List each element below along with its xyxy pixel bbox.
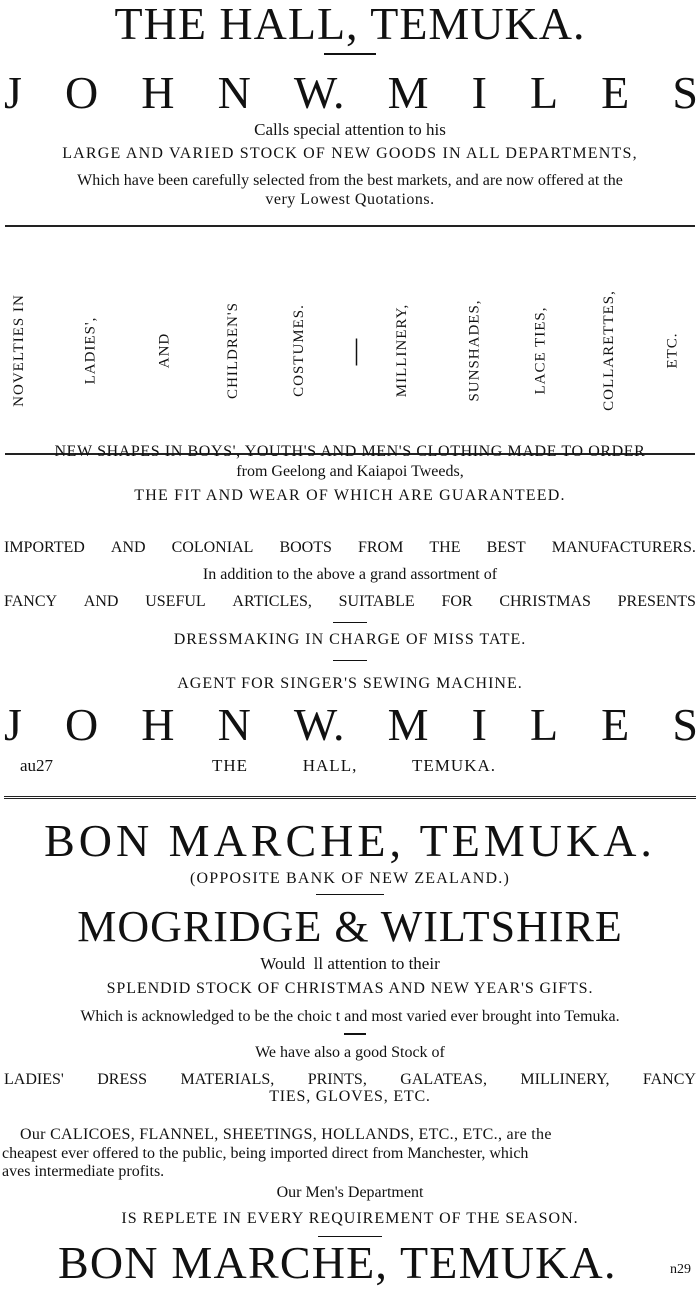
- name-letter: O: [64, 67, 99, 118]
- fancy-line: [4, 592, 696, 612]
- store-heading: BON MARCHE, TEMUKA.: [44, 815, 656, 866]
- vertical-item: [150, 270, 180, 430]
- vertical-item: [460, 270, 490, 430]
- cheapest-line: cheapest ever offered to the public, being imported direct from Manchester, which: [2, 1145, 529, 1162]
- opposite-line: (OPPOSITE BANK OF NEW ZEALAND.): [189, 870, 510, 887]
- vertical-item: [4, 270, 34, 430]
- vertical-item-text: AND: [156, 332, 173, 368]
- agent-line: AGENT FOR SINGER'S SEWING MACHINE.: [177, 675, 523, 692]
- dressmaking-line: DRESSMAKING IN CHARGE OF MISS TATE.: [173, 631, 527, 648]
- venue-heading: THE HALL, TEMUKA.: [114, 0, 586, 49]
- name-letter: M: [387, 699, 429, 750]
- address-word: TEMUKA.: [412, 756, 496, 775]
- tweeds-line: from Geelong and Kaiapoi Tweeds,: [236, 463, 464, 480]
- name-letter: H: [141, 699, 175, 750]
- fancy-word: ARTICLES,: [232, 593, 312, 610]
- name-letter: L: [529, 67, 559, 118]
- short-rule: [316, 894, 384, 895]
- boots-word: BEST: [486, 539, 526, 556]
- fancy-word: SUITABLE: [338, 593, 415, 610]
- section-divider: [5, 225, 695, 227]
- vertical-item: [284, 270, 314, 430]
- name-letter: E: [601, 67, 630, 118]
- vertical-item-text: NOVELTIES IN: [10, 293, 27, 407]
- vertical-item-text: |: [353, 333, 361, 366]
- saves-line: aves intermediate profits.: [2, 1163, 165, 1180]
- name-letter: N: [217, 699, 251, 750]
- ad-code: n29: [670, 1262, 691, 1277]
- name-letter: O: [64, 699, 99, 750]
- name-letter: N: [217, 67, 251, 118]
- boots-word: AND: [110, 539, 146, 556]
- vertical-item: [526, 270, 556, 430]
- vertical-item-text: COSTUMES.: [290, 303, 307, 397]
- address-word: HALL,: [302, 756, 358, 775]
- name-letter: M: [387, 67, 429, 118]
- store-footer-heading: BON MARCHE, TEMUKA.: [58, 1237, 617, 1288]
- vertical-item-text: COLLARETTES,: [600, 289, 617, 411]
- boots-word: THE: [429, 539, 461, 556]
- fit-line: THE FIT AND WEAR OF WHICH ARE GUARANTEED.: [134, 487, 566, 504]
- proprietor-name-footer: [4, 698, 698, 752]
- would-line: Would ll attention to their: [260, 954, 440, 973]
- dress-word: LADIES': [4, 1071, 64, 1088]
- boots-word: MANUFACTURERS.: [551, 539, 696, 556]
- boots-word: IMPORTED: [4, 539, 85, 556]
- fancy-word: AND: [83, 593, 119, 610]
- calls-line: Calls special attention to his: [254, 120, 446, 139]
- dress-word: GALATEAS,: [400, 1071, 487, 1088]
- boots-word: BOOTS: [279, 539, 332, 556]
- name-letter: S: [672, 67, 698, 118]
- fancy-word: FOR: [441, 593, 473, 610]
- good-stock-line: We have also a good Stock of: [255, 1044, 445, 1061]
- vertical-item: [342, 270, 372, 430]
- replete-line: IS REPLETE IN EVERY REQUIREMENT OF THE SEASON.: [121, 1210, 579, 1227]
- short-rule: [344, 1033, 366, 1035]
- fancy-word: CHRISTMAS: [499, 593, 591, 610]
- name-letter: W.: [293, 67, 345, 118]
- short-rule: [333, 660, 367, 661]
- address-word: THE: [212, 756, 249, 775]
- fancy-word: USEFUL: [145, 593, 206, 610]
- name-letter: J: [4, 699, 22, 750]
- name-letter: I: [471, 67, 487, 118]
- shapes-line: NEW SHAPES IN BOYS', YOUTH'S AND MEN'S CLOTHING MADE TO ORDER: [54, 443, 646, 460]
- firm-name: MOGRIDGE & WILTSHIRE: [77, 902, 623, 951]
- boots-line: [4, 538, 696, 558]
- dress-word: FANCY: [642, 1071, 696, 1088]
- name-letter: E: [601, 699, 630, 750]
- short-rule: [324, 53, 376, 55]
- name-letter: H: [141, 67, 175, 118]
- vertical-item-text: SUNSHADES,: [466, 298, 483, 402]
- ties-line: TIES, GLOVES, ETC.: [269, 1088, 431, 1105]
- dress-word: MILLINERY,: [520, 1071, 610, 1088]
- vertical-item: [76, 270, 106, 430]
- vertical-item: [388, 270, 418, 430]
- ad-code: au27: [20, 756, 54, 775]
- boots-word: FROM: [357, 539, 404, 556]
- quotations-line: very Lowest Quotations.: [265, 191, 435, 208]
- stock-line: LARGE AND VARIED STOCK OF NEW GOODS IN ALL DEPARTMENTS,: [62, 145, 638, 162]
- footer-address: [212, 756, 496, 776]
- acknowledged-line: Which is acknowledged to be the choic t and most varied ever brought into Temuka.: [80, 1008, 620, 1025]
- addition-line: In addition to the above a grand assortment of: [202, 566, 498, 583]
- vertical-item-text: LACE TIES,: [532, 305, 549, 395]
- ad-separator: [4, 796, 696, 799]
- proprietor-name: [4, 66, 698, 120]
- vertical-item: [594, 270, 624, 430]
- short-rule: [333, 622, 367, 623]
- splendid-line: SPLENDID STOCK OF CHRISTMAS AND NEW YEAR'S GIFTS.: [106, 980, 594, 997]
- vertical-item-text: MILLINERY,: [394, 303, 411, 397]
- vertical-item-text: ETC.: [664, 331, 681, 369]
- fancy-word: PRESENTS: [617, 593, 696, 610]
- boots-word: COLONIAL: [171, 539, 254, 556]
- vertical-item-text: CHILDREN'S: [224, 301, 241, 399]
- vertical-item: [218, 270, 248, 430]
- selected-line: Which have been carefully selected from the best markets, and are now offered at the: [77, 172, 623, 189]
- name-letter: I: [471, 699, 487, 750]
- mens-dept-line: Our Men's Department: [276, 1184, 424, 1201]
- vertical-item-text: LADIES',: [82, 316, 99, 384]
- dress-word: DRESS: [97, 1071, 148, 1088]
- fancy-word: FANCY: [4, 593, 58, 610]
- dress-word: PRINTS,: [307, 1071, 367, 1088]
- calicoes-line: Our CALICOES, FLANNEL, SHEETINGS, HOLLANDS, ETC., ETC., are the: [20, 1126, 552, 1143]
- vertical-item: [658, 270, 688, 430]
- name-letter: J: [4, 67, 22, 118]
- dress-word: MATERIALS,: [180, 1071, 275, 1088]
- name-letter: L: [529, 699, 559, 750]
- name-letter: W.: [293, 699, 345, 750]
- name-letter: S: [672, 699, 698, 750]
